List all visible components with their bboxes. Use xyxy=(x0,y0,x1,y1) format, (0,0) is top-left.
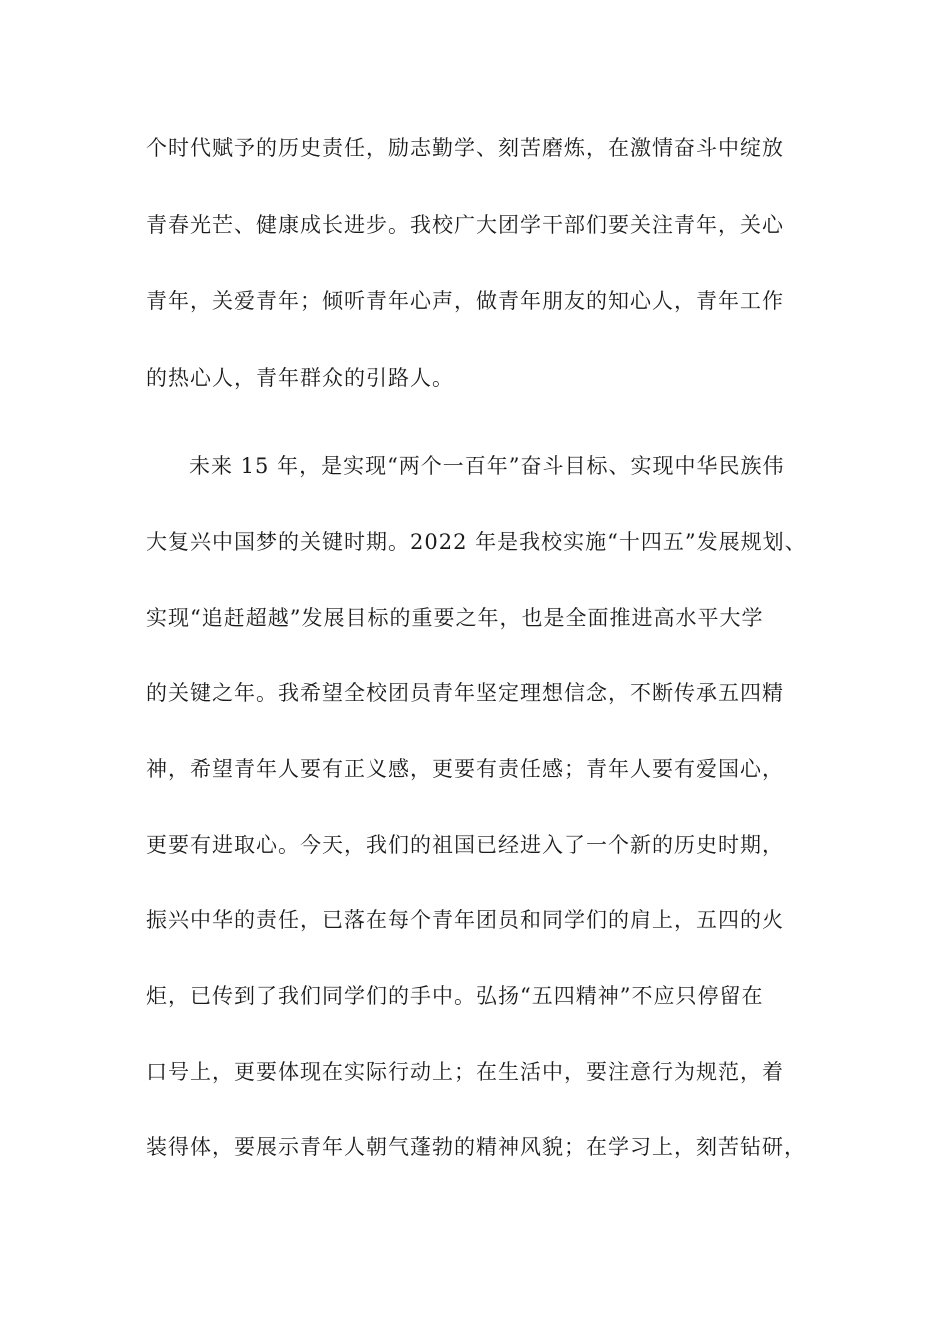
text-line: 装得体，要展示青年人朝气蓬勃的精神风貌；在学习上，刻苦钻研， xyxy=(146,1135,806,1159)
text-line: 未来 15 年，是实现“两个一百年”奋斗目标、实现中华民族伟 xyxy=(189,454,785,478)
text-line: 大复兴中国梦的关键时期。2022 年是我校实施“十四五”发展规划、 xyxy=(146,530,807,554)
text-line: 的关键之年。我希望全校团员青年坚定理想信念，不断传承五四精 xyxy=(146,681,784,705)
text-line: 炬，已传到了我们同学们的手中。弘扬“五四精神”不应只停留在 xyxy=(146,984,764,1008)
text-line: 的热心人，青年群众的引路人。 xyxy=(146,366,454,390)
text-line: 青年，关爱青年；倾听青年心声，做青年朋友的知心人，青年工作 xyxy=(146,289,784,313)
text-line: 更要有进取心。今天，我们的祖国已经进入了一个新的历史时期， xyxy=(146,833,784,857)
text-line: 振兴中华的责任，已落在每个青年团员和同学们的肩上，五四的火 xyxy=(146,908,784,932)
text-line: 神，希望青年人要有正义感，更要有责任感；青年人要有爱国心， xyxy=(146,757,784,781)
text-line: 口号上，更要体现在实际行动上；在生活中，要注意行为规范，着 xyxy=(146,1060,784,1084)
text-line: 实现“追赶超越”发展目标的重要之年，也是全面推进高水平大学 xyxy=(146,606,764,630)
text-line: 青春光芒、健康成长进步。我校广大团学干部们要关注青年，关心 xyxy=(146,213,784,237)
text-line: 个时代赋予的历史责任，励志勤学、刻苦磨炼，在激情奋斗中绽放 xyxy=(146,136,784,160)
